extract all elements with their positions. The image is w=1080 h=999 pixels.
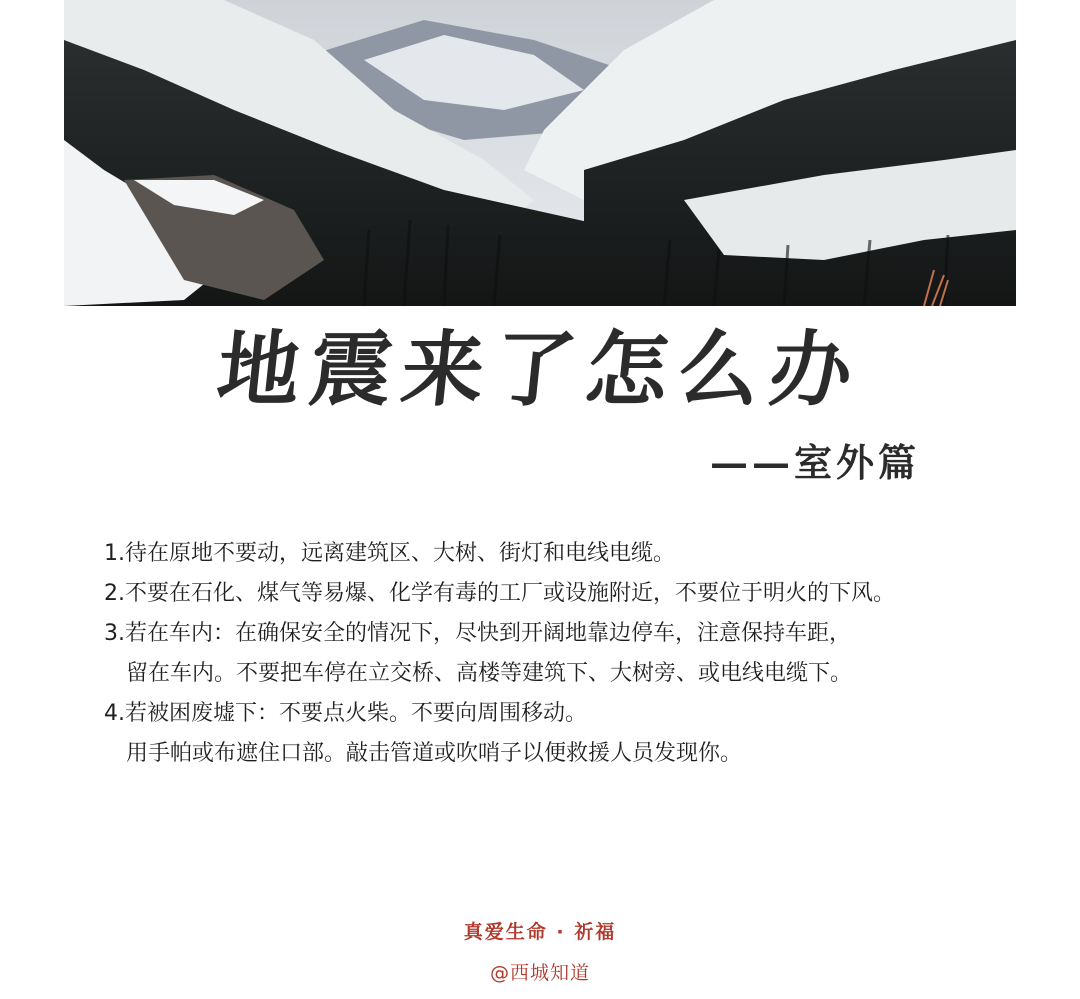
snow-mountain-valley-image [64, 0, 1016, 306]
tip-line-continued: 留在车内。不要把车停在立交桥、高楼等建筑下、大树旁、或电线电缆下。 [126, 661, 853, 686]
tip-line: 1.待在原地不要动，远离建筑区、大树、街灯和电线电缆。 [104, 541, 675, 566]
tip-item [104, 694, 1044, 774]
tip-item [104, 614, 1044, 694]
page-title: 地震来了怎么办 [212, 322, 868, 418]
page-subtitle: ——室外篇 [710, 440, 921, 485]
tip-line: 3.若在车内：在确保安全的情况下，尽快到开阔地靠边停车，注意保持车距， [104, 621, 851, 646]
tip-item [104, 534, 1044, 574]
tips-list [104, 534, 1044, 774]
hero-image [64, 0, 1016, 306]
footer-slogan: 真爱生命 · 祈福 [463, 921, 617, 943]
tip-line: 4.若被困废墟下：不要点火柴。不要向周围移动。 [104, 701, 587, 726]
tip-line: 2.不要在石化、煤气等易爆、化学有毒的工厂或设施附近，不要位于明火的下风。 [104, 581, 895, 606]
tip-item [104, 574, 1044, 614]
tip-line-continued: 用手帕或布遮住口部。敲击管道或吹哨子以便救援人员发现你。 [126, 741, 743, 766]
footer-handle: @西城知道 [489, 962, 590, 984]
